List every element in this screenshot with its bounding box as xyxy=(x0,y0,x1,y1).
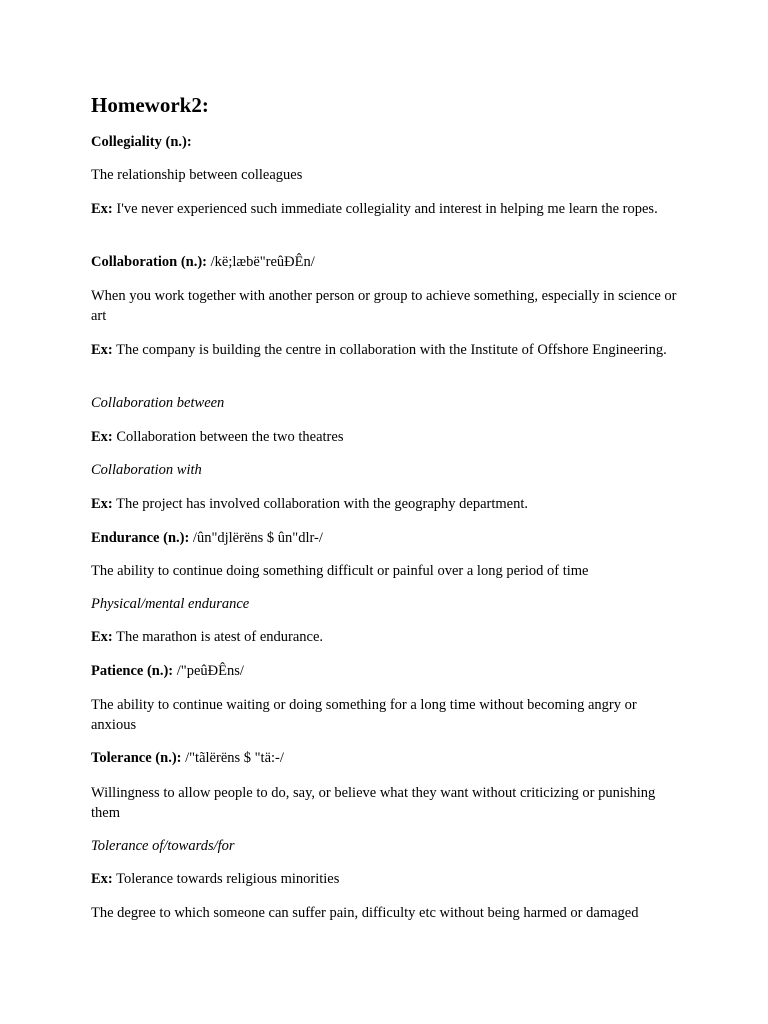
example-text: The marathon is atest of endurance. xyxy=(112,629,324,645)
pronunciation: /kë;læbë"reûÐÊn/ xyxy=(207,254,315,270)
term-collegiality: Collegiality (n.): xyxy=(91,134,192,150)
definition-tolerance-2: The degree to which someone can suffer pain, difficulty etc without being harmed or damaged xyxy=(91,905,639,921)
definition-endurance: The ability to continue doing something difficult or painful over a long period of time xyxy=(91,563,589,579)
term-collaboration xyxy=(91,252,681,272)
term-label: Collaboration (n.): xyxy=(91,254,207,270)
example-collegiality xyxy=(91,199,681,219)
term-label: Patience (n.): xyxy=(91,663,174,679)
example-label: Ex: xyxy=(91,496,113,512)
definition-patience: The ability to continue waiting or doing something for a long time without becoming angry or anxious xyxy=(91,697,637,733)
example-label: Ex: xyxy=(91,342,113,358)
definition-collegiality: The relationship between colleagues xyxy=(91,167,303,183)
example-collaboration-with xyxy=(91,494,681,514)
term-label: Tolerance (n.): xyxy=(91,750,182,766)
collocation-collaboration-between: Collaboration between xyxy=(91,395,225,411)
term-patience xyxy=(91,661,681,681)
term-endurance xyxy=(91,528,681,548)
term-tolerance xyxy=(91,748,681,768)
example-text: Tolerance towards religious minorities xyxy=(112,871,340,887)
term-label: Endurance (n.): xyxy=(91,530,190,546)
collocation-collaboration-with: Collaboration with xyxy=(91,462,202,478)
example-collaboration-between xyxy=(91,427,681,447)
example-tolerance xyxy=(91,869,681,889)
definition-collaboration: When you work together with another person or group to achieve something, especially in science or art xyxy=(91,288,677,324)
example-endurance xyxy=(91,627,681,647)
example-label: Ex: xyxy=(91,871,113,887)
example-label: Ex: xyxy=(91,629,113,645)
example-text: The company is building the centre in collaboration with the Institute of Offshore Engineering. xyxy=(112,342,667,358)
example-collaboration-1 xyxy=(91,340,681,360)
pronunciation: /ûn"djlërëns $ ûn"dlr-/ xyxy=(189,530,323,546)
collocation-endurance: Physical/mental endurance xyxy=(91,596,250,612)
collocation-tolerance: Tolerance of/towards/for xyxy=(91,838,235,854)
example-text: I've never experienced such immediate collegiality and interest in helping me learn the ropes. xyxy=(112,201,658,217)
example-label: Ex: xyxy=(91,201,113,217)
page-title: Homework2: xyxy=(91,93,209,117)
example-text: Collaboration between the two theatres xyxy=(112,429,344,445)
example-text: The project has involved collaboration with the geography department. xyxy=(112,496,529,512)
example-label: Ex: xyxy=(91,429,113,445)
pronunciation: /"peûÐÊns/ xyxy=(173,663,244,679)
definition-tolerance: Willingness to allow people to do, say, or believe what they want without criticizing or punishing them xyxy=(91,785,656,821)
pronunciation: /"tãlërëns $ "tä:-/ xyxy=(181,750,284,766)
